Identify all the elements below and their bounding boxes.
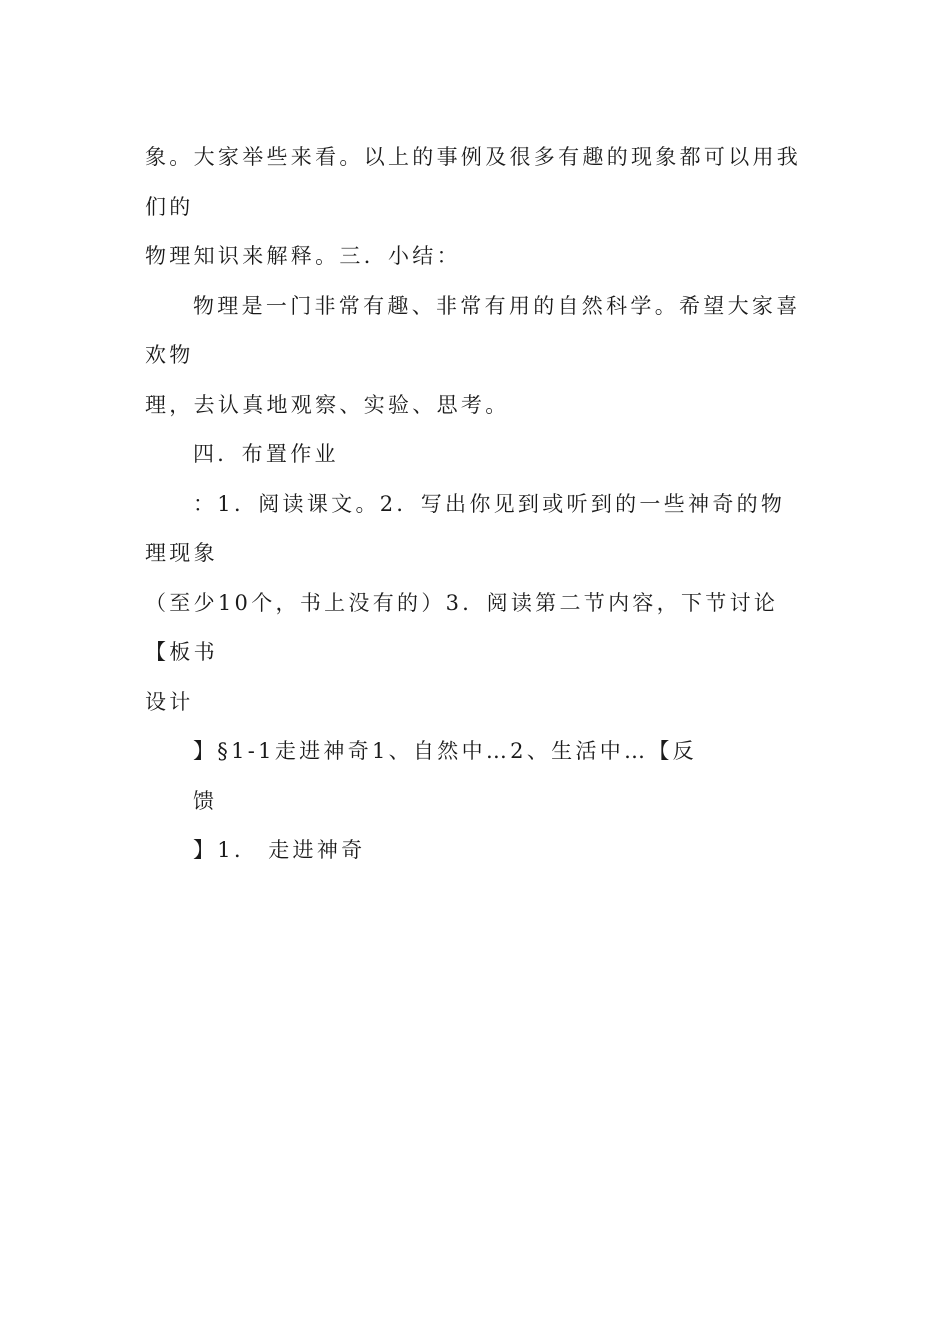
text-line: ：1．阅读课文。2．写出你见到或听到的一些神奇的物理现象 [145,491,786,565]
paragraph-summary-intro [145,133,807,282]
text-line: 物理是一门非常有趣、非常有用的自然科学。希望大家喜欢物 [145,293,801,367]
paragraph-board-design [145,727,807,777]
text-line: 设计 [145,689,194,714]
paragraph-homework-heading [145,430,807,480]
text-line: 】§1-1走进神奇1、自然中…2、生活中…【反 [193,739,697,763]
paragraph-homework [145,480,807,728]
text-line: （至少10个，书上没有的）3．阅读第二节内容，下节讨论【板书 [145,590,779,664]
text-line: 象。大家举些来看。以上的事例及很多有趣的现象都可以用我们的 [145,145,802,219]
text-line: 物理知识来解释。三．小结： [145,244,461,268]
text-line: 四．布置作业 [193,442,339,466]
paragraph-summary [145,282,807,431]
text-line: 】1． 走进神奇 [193,838,366,862]
document-body [145,133,807,876]
paragraph-feedback [145,826,807,876]
text-line: 理，去认真地观察、实验、思考。 [145,392,510,417]
text-line: 馈 [193,788,218,813]
paragraph-feedback-heading [145,777,807,827]
